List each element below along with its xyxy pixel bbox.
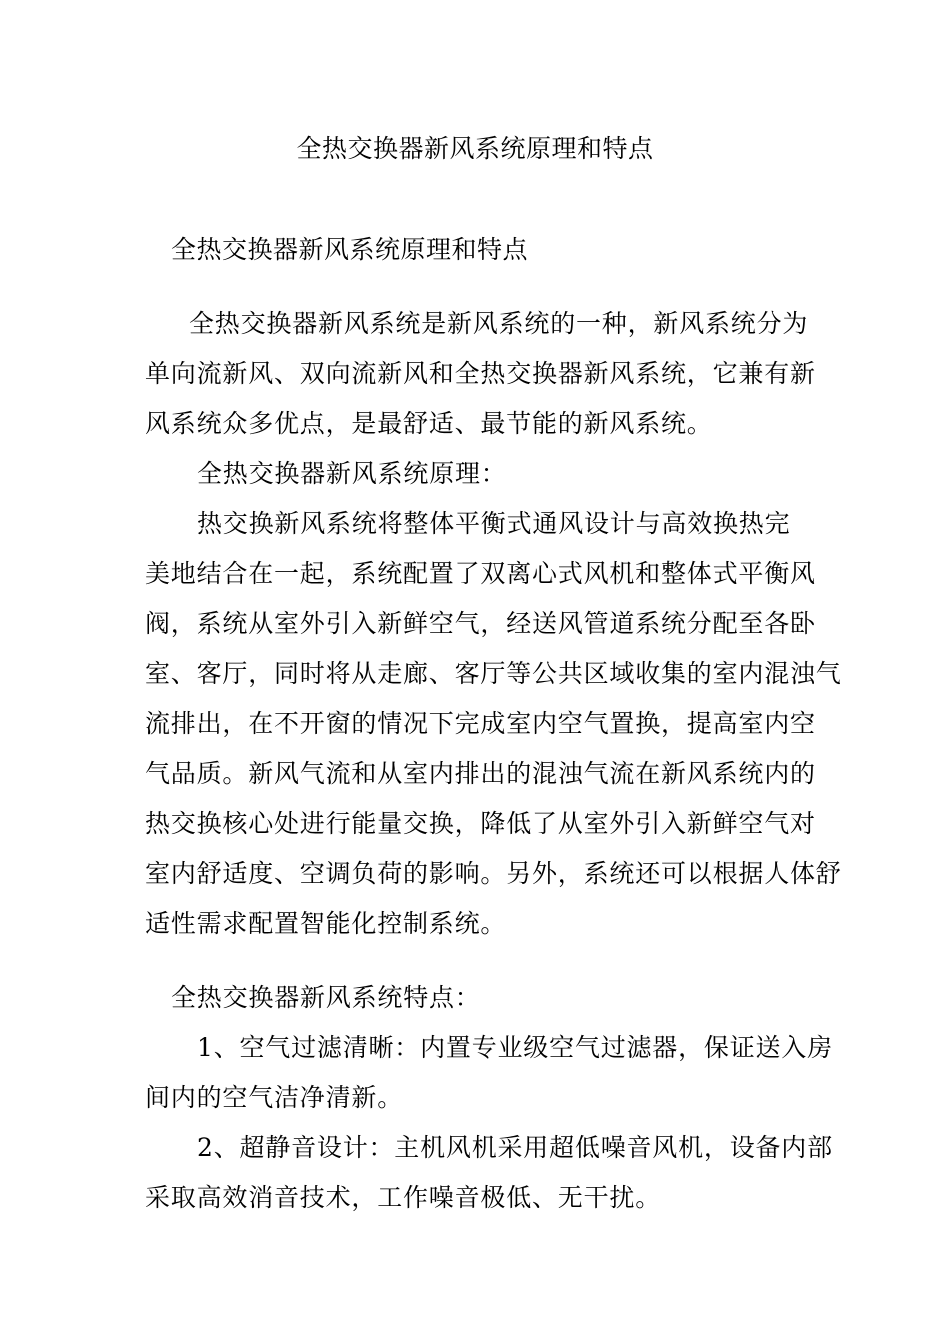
principle-line: 气品质。新风气流和从室内排出的混浊气流在新风系统内的 (145, 759, 816, 788)
intro-line: 全热交换器新风系统是新风系统的一种，新风系统分为 (189, 309, 809, 338)
intro-line: 单向流新风、双向流新风和全热交换器新风系统，它兼有新 (145, 359, 816, 388)
principle-line: 热交换核心处进行能量交换，降低了从室外引入新鲜空气对 (145, 809, 816, 838)
feature-line: 间内的空气洁净清新。 (145, 1083, 404, 1112)
document-title: 全热交换器新风系统原理和特点 (296, 134, 654, 163)
principle-paragraph (145, 499, 842, 949)
principle-line: 阀，系统从室外引入新鲜空气，经送风管道系统分配至各卧 (145, 609, 816, 638)
features-heading-text: 全热交换器新风系统特点： (171, 983, 481, 1012)
principle-line: 适性需求配置智能化控制系统。 (145, 909, 507, 938)
feature-line: 采取高效消音技术，工作噪音极低、无干扰。 (145, 1183, 662, 1212)
principle-line: 室、客厅，同时将从走廊、客厅等公共区域收集的室内混浊气 (145, 659, 842, 688)
principle-line: 流排出，在不开窗的情况下完成室内空气置换，提高室内空 (145, 709, 816, 738)
principle-heading (145, 449, 810, 499)
principle-line: 室内舒适度、空调负荷的影响。另外，系统还可以根据人体舒 (145, 859, 842, 888)
features-heading (145, 973, 810, 1023)
principle-line: 热交换新风系统将整体平衡式通风设计与高效换热完 (197, 509, 791, 538)
feature-line: 1、空气过滤清晰：内置专业级空气过滤器，保证送入房 (197, 1033, 833, 1062)
principle-line: 美地结合在一起，系统配置了双离心式风机和整体式平衡风 (145, 559, 816, 588)
principle-heading-text: 全热交换器新风系统原理： (197, 459, 507, 488)
document-subtitle: 全热交换器新风系统原理和特点 (171, 235, 529, 264)
intro-line: 风系统众多优点，是最舒适、最节能的新风系统。 (145, 409, 713, 438)
feature-item-1 (145, 1023, 833, 1123)
feature-item-2 (145, 1123, 833, 1223)
feature-line: 2、超静音设计：主机风机采用超低噪音风机，设备内部 (197, 1133, 833, 1162)
intro-paragraph (145, 299, 816, 449)
